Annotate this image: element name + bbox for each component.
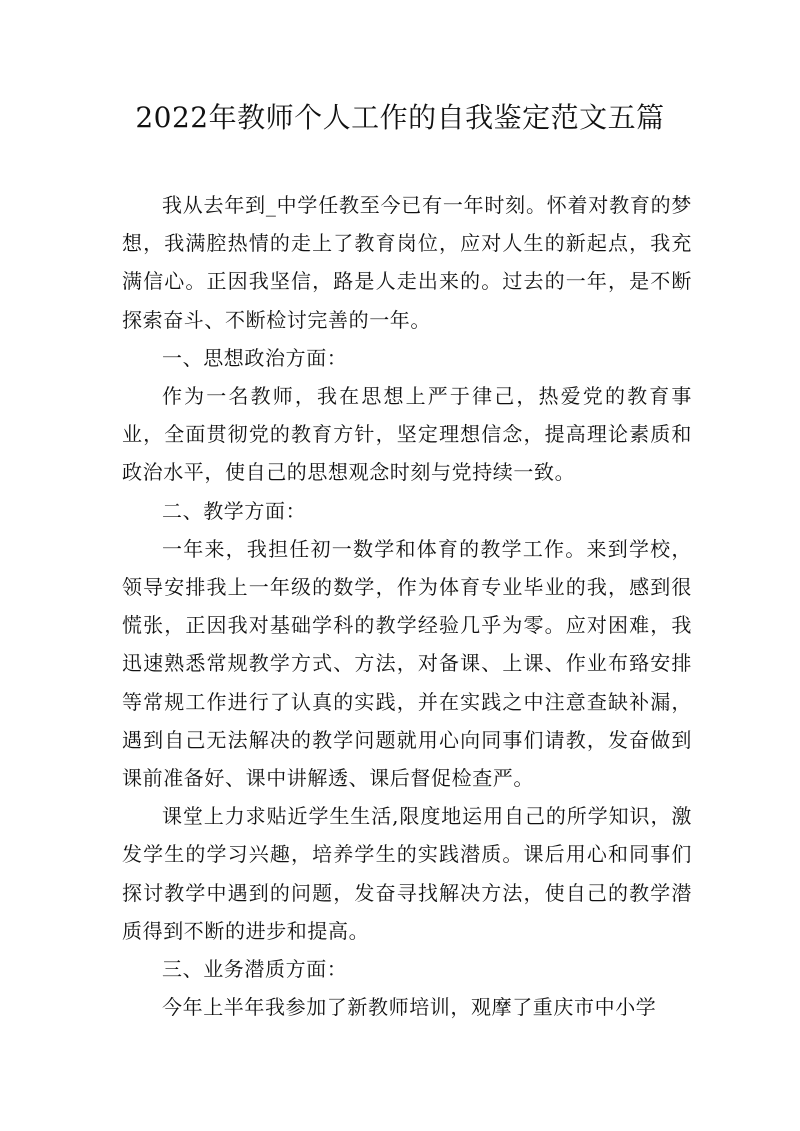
section-heading-professional: 三、业务潜质方面： — [162, 957, 348, 982]
document-body — [122, 186, 692, 1026]
intro-paragraph: 我从去年到_中学任教至今已有一年时刻。怀着对教育的梦想，我满腔热情的走上了教育岗位，应对人生的新起点，我充满信心。正因我坚信，路是人走出来的。过去的一年，是不断探索奋斗、不断检讨完善的一年。 — [122, 193, 692, 332]
document-title: 2022年教师个人工作的自我鉴定范文五篇 — [135, 101, 665, 134]
professional-paragraph: 今年上半年我参加了新教师培训，观摩了重庆市中小学 — [162, 995, 657, 1020]
politics-paragraph: 作为一名教师，我在思想上严于律己，热爱党的教育事业，全面贯彻党的教育方针，坚定理想信念，提高理论素质和政治水平，使自己的思想观念时刻与党持续一致。 — [122, 384, 692, 485]
section-heading-teaching: 二、教学方面： — [162, 498, 307, 523]
section-heading-politics: 一、思想政治方面： — [162, 345, 348, 370]
classroom-paragraph: 课堂上力求贴近学生生活,限度地运用自己的所学知识，激发学生的学习兴趣，培养学生的实践潜质。课后用心和同事们探讨教学中遇到的问题，发奋寻找解决方法，使自己的教学潜质得到不断的进步和提高。 — [122, 804, 692, 943]
teaching-paragraph: 一年来，我担任初一数学和体育的教学工作。来到学校，领导安排我上一年级的数学，作为体育专业毕业的我，感到很慌张，正因我对基础学科的教学经验几乎为零。应对困难，我迅速熟悉常规教学方式、方法，对备课、上课、作业布臵安排等常规工作进行了认真的实践，并在实践之中注意查缺补漏，遇到自己无法解决的教学问题就用心向同事们请教，发奋做到课前准备好、课中讲解透、课后督促检查严。 — [122, 536, 692, 791]
